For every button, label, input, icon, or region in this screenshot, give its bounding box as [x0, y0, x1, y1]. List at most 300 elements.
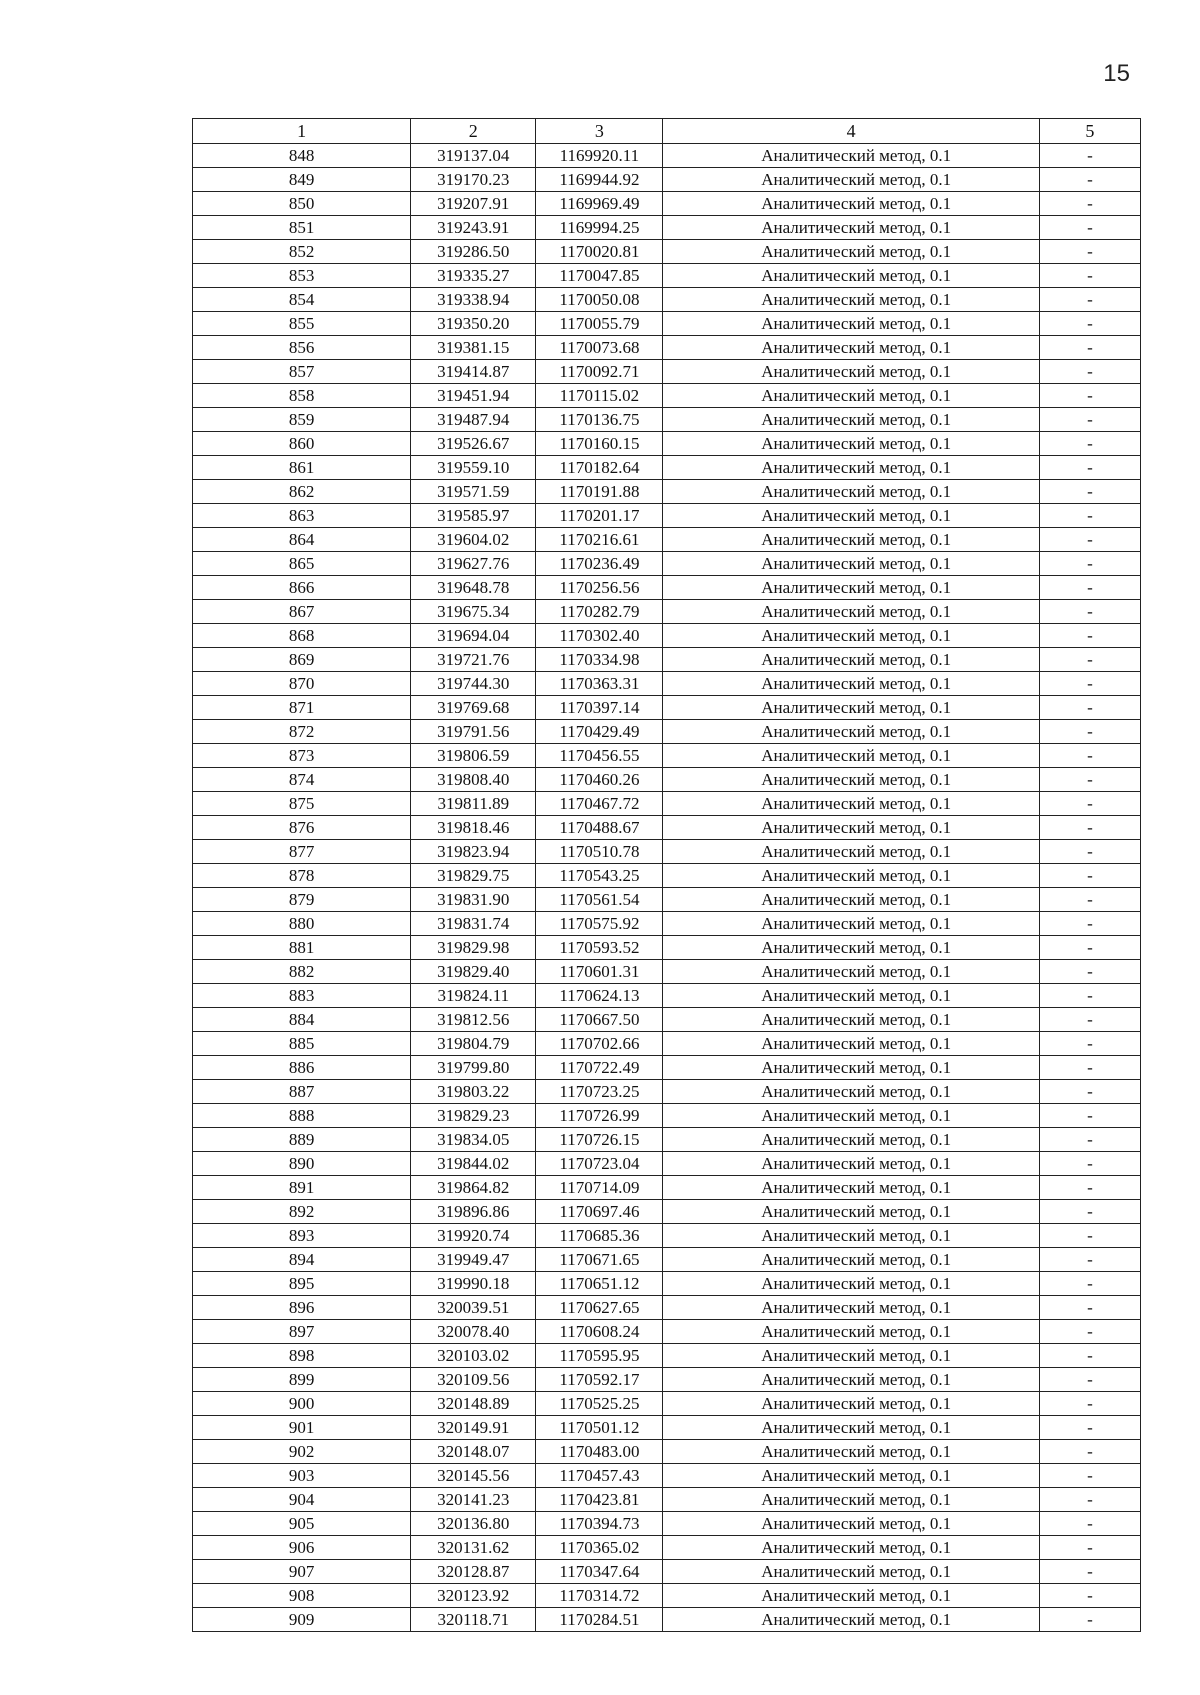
y-coordinate-cell: 1170282.79 [536, 600, 663, 624]
note-cell: - [1039, 1584, 1140, 1608]
header-row [193, 119, 1141, 144]
x-coordinate-cell: 319799.80 [411, 1056, 536, 1080]
y-coordinate-cell: 1170284.51 [536, 1608, 663, 1632]
method-cell: Аналитический метод, 0.1 [663, 576, 1039, 600]
note-cell: - [1039, 1032, 1140, 1056]
table-row [193, 1320, 1141, 1344]
point-number-cell: 879 [193, 888, 411, 912]
y-coordinate-cell: 1169920.11 [536, 144, 663, 168]
y-coordinate-cell: 1170216.61 [536, 528, 663, 552]
y-coordinate-cell: 1170115.02 [536, 384, 663, 408]
table-row [193, 192, 1141, 216]
x-coordinate-cell: 319803.22 [411, 1080, 536, 1104]
x-coordinate-cell: 319451.94 [411, 384, 536, 408]
point-number-cell: 857 [193, 360, 411, 384]
y-coordinate-cell: 1170723.04 [536, 1152, 663, 1176]
table-row [193, 960, 1141, 984]
point-number-cell: 883 [193, 984, 411, 1008]
y-coordinate-cell: 1170561.54 [536, 888, 663, 912]
y-coordinate-cell: 1169969.49 [536, 192, 663, 216]
x-coordinate-cell: 320123.92 [411, 1584, 536, 1608]
table-row [193, 1392, 1141, 1416]
y-coordinate-cell: 1170723.25 [536, 1080, 663, 1104]
method-cell: Аналитический метод, 0.1 [663, 144, 1039, 168]
note-cell: - [1039, 168, 1140, 192]
table-row [193, 840, 1141, 864]
point-number-cell: 874 [193, 768, 411, 792]
note-cell: - [1039, 1488, 1140, 1512]
y-coordinate-cell: 1170667.50 [536, 1008, 663, 1032]
y-coordinate-cell: 1170073.68 [536, 336, 663, 360]
method-cell: Аналитический метод, 0.1 [663, 1464, 1039, 1488]
point-number-cell: 882 [193, 960, 411, 984]
method-cell: Аналитический метод, 0.1 [663, 528, 1039, 552]
point-number-cell: 851 [193, 216, 411, 240]
x-coordinate-cell: 319744.30 [411, 672, 536, 696]
note-cell: - [1039, 1080, 1140, 1104]
note-cell: - [1039, 1344, 1140, 1368]
point-number-cell: 891 [193, 1176, 411, 1200]
note-cell: - [1039, 1176, 1140, 1200]
x-coordinate-cell: 320131.62 [411, 1536, 536, 1560]
x-coordinate-cell: 319829.23 [411, 1104, 536, 1128]
table-row [193, 312, 1141, 336]
y-coordinate-cell: 1170191.88 [536, 480, 663, 504]
x-coordinate-cell: 319694.04 [411, 624, 536, 648]
table-row [193, 792, 1141, 816]
point-number-cell: 896 [193, 1296, 411, 1320]
x-coordinate-cell: 319559.10 [411, 456, 536, 480]
method-cell: Аналитический метод, 0.1 [663, 720, 1039, 744]
y-coordinate-cell: 1170314.72 [536, 1584, 663, 1608]
table-row [193, 1464, 1141, 1488]
point-number-cell: 861 [193, 456, 411, 480]
x-coordinate-cell: 320141.23 [411, 1488, 536, 1512]
method-cell: Аналитический метод, 0.1 [663, 360, 1039, 384]
y-coordinate-cell: 1170726.15 [536, 1128, 663, 1152]
table-row [193, 288, 1141, 312]
table-body [193, 144, 1141, 1632]
x-coordinate-cell: 319207.91 [411, 192, 536, 216]
method-cell: Аналитический метод, 0.1 [663, 312, 1039, 336]
x-coordinate-cell: 319806.59 [411, 744, 536, 768]
x-coordinate-cell: 319487.94 [411, 408, 536, 432]
note-cell: - [1039, 1152, 1140, 1176]
y-coordinate-cell: 1170601.31 [536, 960, 663, 984]
table-row [193, 768, 1141, 792]
point-number-cell: 873 [193, 744, 411, 768]
x-coordinate-cell: 319824.11 [411, 984, 536, 1008]
method-cell: Аналитический метод, 0.1 [663, 504, 1039, 528]
note-cell: - [1039, 432, 1140, 456]
method-cell: Аналитический метод, 0.1 [663, 840, 1039, 864]
x-coordinate-cell: 319831.74 [411, 912, 536, 936]
point-number-cell: 888 [193, 1104, 411, 1128]
x-coordinate-cell: 319286.50 [411, 240, 536, 264]
note-cell: - [1039, 1320, 1140, 1344]
y-coordinate-cell: 1170467.72 [536, 792, 663, 816]
x-coordinate-cell: 319648.78 [411, 576, 536, 600]
point-number-cell: 900 [193, 1392, 411, 1416]
y-coordinate-cell: 1170050.08 [536, 288, 663, 312]
point-number-cell: 878 [193, 864, 411, 888]
point-number-cell: 904 [193, 1488, 411, 1512]
note-cell: - [1039, 312, 1140, 336]
x-coordinate-cell: 319818.46 [411, 816, 536, 840]
method-cell: Аналитический метод, 0.1 [663, 192, 1039, 216]
point-number-cell: 863 [193, 504, 411, 528]
x-coordinate-cell: 319949.47 [411, 1248, 536, 1272]
point-number-cell: 869 [193, 648, 411, 672]
y-coordinate-cell: 1170685.36 [536, 1224, 663, 1248]
table-row [193, 528, 1141, 552]
table-row [193, 888, 1141, 912]
x-coordinate-cell: 320145.56 [411, 1464, 536, 1488]
point-number-cell: 877 [193, 840, 411, 864]
method-cell: Аналитический метод, 0.1 [663, 1080, 1039, 1104]
y-coordinate-cell: 1170510.78 [536, 840, 663, 864]
y-coordinate-cell: 1170726.99 [536, 1104, 663, 1128]
method-cell: Аналитический метод, 0.1 [663, 768, 1039, 792]
column-header-4: 4 [663, 119, 1039, 144]
point-number-cell: 886 [193, 1056, 411, 1080]
x-coordinate-cell: 319896.86 [411, 1200, 536, 1224]
table-row [193, 1344, 1141, 1368]
table-row [193, 384, 1141, 408]
x-coordinate-cell: 319338.94 [411, 288, 536, 312]
table-row [193, 1152, 1141, 1176]
x-coordinate-cell: 319811.89 [411, 792, 536, 816]
method-cell: Аналитический метод, 0.1 [663, 1056, 1039, 1080]
table-row [193, 696, 1141, 720]
x-coordinate-cell: 319864.82 [411, 1176, 536, 1200]
method-cell: Аналитический метод, 0.1 [663, 1224, 1039, 1248]
method-cell: Аналитический метод, 0.1 [663, 1200, 1039, 1224]
point-number-cell: 854 [193, 288, 411, 312]
note-cell: - [1039, 216, 1140, 240]
table-row [193, 240, 1141, 264]
y-coordinate-cell: 1170397.14 [536, 696, 663, 720]
note-cell: - [1039, 720, 1140, 744]
note-cell: - [1039, 1104, 1140, 1128]
point-number-cell: 875 [193, 792, 411, 816]
method-cell: Аналитический метод, 0.1 [663, 1152, 1039, 1176]
note-cell: - [1039, 480, 1140, 504]
y-coordinate-cell: 1170429.49 [536, 720, 663, 744]
table-row [193, 1224, 1141, 1248]
method-cell: Аналитический метод, 0.1 [663, 672, 1039, 696]
point-number-cell: 893 [193, 1224, 411, 1248]
y-coordinate-cell: 1170020.81 [536, 240, 663, 264]
point-number-cell: 907 [193, 1560, 411, 1584]
x-coordinate-cell: 319829.75 [411, 864, 536, 888]
table-row [193, 1488, 1141, 1512]
x-coordinate-cell: 319823.94 [411, 840, 536, 864]
method-cell: Аналитический метод, 0.1 [663, 1488, 1039, 1512]
table-row [193, 1104, 1141, 1128]
page-number: 15 [1103, 60, 1130, 87]
note-cell: - [1039, 1440, 1140, 1464]
note-cell: - [1039, 1224, 1140, 1248]
point-number-cell: 902 [193, 1440, 411, 1464]
note-cell: - [1039, 1248, 1140, 1272]
x-coordinate-cell: 319335.27 [411, 264, 536, 288]
table-row [193, 624, 1141, 648]
note-cell: - [1039, 1296, 1140, 1320]
table-row [193, 1608, 1141, 1632]
y-coordinate-cell: 1170460.26 [536, 768, 663, 792]
column-header-1: 1 [193, 119, 411, 144]
method-cell: Аналитический метод, 0.1 [663, 1608, 1039, 1632]
y-coordinate-cell: 1170201.17 [536, 504, 663, 528]
table-row [193, 912, 1141, 936]
table-row [193, 264, 1141, 288]
y-coordinate-cell: 1170236.49 [536, 552, 663, 576]
note-cell: - [1039, 264, 1140, 288]
x-coordinate-cell: 319831.90 [411, 888, 536, 912]
method-cell: Аналитический метод, 0.1 [663, 1368, 1039, 1392]
method-cell: Аналитический метод, 0.1 [663, 936, 1039, 960]
y-coordinate-cell: 1170092.71 [536, 360, 663, 384]
y-coordinate-cell: 1170055.79 [536, 312, 663, 336]
point-number-cell: 881 [193, 936, 411, 960]
method-cell: Аналитический метод, 0.1 [663, 408, 1039, 432]
table-row [193, 1416, 1141, 1440]
point-number-cell: 865 [193, 552, 411, 576]
x-coordinate-cell: 319604.02 [411, 528, 536, 552]
point-number-cell: 899 [193, 1368, 411, 1392]
point-number-cell: 887 [193, 1080, 411, 1104]
y-coordinate-cell: 1170624.13 [536, 984, 663, 1008]
method-cell: Аналитический метод, 0.1 [663, 336, 1039, 360]
x-coordinate-cell: 320128.87 [411, 1560, 536, 1584]
method-cell: Аналитический метод, 0.1 [663, 1512, 1039, 1536]
y-coordinate-cell: 1170501.12 [536, 1416, 663, 1440]
note-cell: - [1039, 1056, 1140, 1080]
point-number-cell: 871 [193, 696, 411, 720]
y-coordinate-cell: 1170182.64 [536, 456, 663, 480]
x-coordinate-cell: 319791.56 [411, 720, 536, 744]
note-cell: - [1039, 768, 1140, 792]
column-header-3: 3 [536, 119, 663, 144]
x-coordinate-cell: 319350.20 [411, 312, 536, 336]
y-coordinate-cell: 1170627.65 [536, 1296, 663, 1320]
table-row [193, 576, 1141, 600]
method-cell: Аналитический метод, 0.1 [663, 1320, 1039, 1344]
x-coordinate-cell: 319834.05 [411, 1128, 536, 1152]
note-cell: - [1039, 240, 1140, 264]
x-coordinate-cell: 319526.67 [411, 432, 536, 456]
y-coordinate-cell: 1170423.81 [536, 1488, 663, 1512]
table-row [193, 360, 1141, 384]
table-row [193, 1080, 1141, 1104]
method-cell: Аналитический метод, 0.1 [663, 1536, 1039, 1560]
method-cell: Аналитический метод, 0.1 [663, 432, 1039, 456]
method-cell: Аналитический метод, 0.1 [663, 984, 1039, 1008]
note-cell: - [1039, 408, 1140, 432]
y-coordinate-cell: 1170671.65 [536, 1248, 663, 1272]
y-coordinate-cell: 1170592.17 [536, 1368, 663, 1392]
y-coordinate-cell: 1170160.15 [536, 432, 663, 456]
column-header-5: 5 [1039, 119, 1140, 144]
x-coordinate-cell: 319804.79 [411, 1032, 536, 1056]
x-coordinate-cell: 319829.40 [411, 960, 536, 984]
point-number-cell: 856 [193, 336, 411, 360]
note-cell: - [1039, 792, 1140, 816]
note-cell: - [1039, 288, 1140, 312]
point-number-cell: 864 [193, 528, 411, 552]
method-cell: Аналитический метод, 0.1 [663, 168, 1039, 192]
method-cell: Аналитический метод, 0.1 [663, 240, 1039, 264]
y-coordinate-cell: 1170456.55 [536, 744, 663, 768]
x-coordinate-cell: 319990.18 [411, 1272, 536, 1296]
table-row [193, 1008, 1141, 1032]
point-number-cell: 848 [193, 144, 411, 168]
point-number-cell: 853 [193, 264, 411, 288]
table-row [193, 1272, 1141, 1296]
point-number-cell: 862 [193, 480, 411, 504]
method-cell: Аналитический метод, 0.1 [663, 792, 1039, 816]
y-coordinate-cell: 1170256.56 [536, 576, 663, 600]
y-coordinate-cell: 1170651.12 [536, 1272, 663, 1296]
note-cell: - [1039, 648, 1140, 672]
y-coordinate-cell: 1170334.98 [536, 648, 663, 672]
method-cell: Аналитический метод, 0.1 [663, 1272, 1039, 1296]
note-cell: - [1039, 192, 1140, 216]
table-row [193, 216, 1141, 240]
point-number-cell: 889 [193, 1128, 411, 1152]
table-row [193, 1248, 1141, 1272]
y-coordinate-cell: 1170593.52 [536, 936, 663, 960]
point-number-cell: 885 [193, 1032, 411, 1056]
x-coordinate-cell: 320118.71 [411, 1608, 536, 1632]
y-coordinate-cell: 1170347.64 [536, 1560, 663, 1584]
note-cell: - [1039, 600, 1140, 624]
x-coordinate-cell: 319844.02 [411, 1152, 536, 1176]
coordinates-table [192, 118, 1141, 1632]
method-cell: Аналитический метод, 0.1 [663, 864, 1039, 888]
note-cell: - [1039, 504, 1140, 528]
table-row [193, 144, 1141, 168]
point-number-cell: 872 [193, 720, 411, 744]
note-cell: - [1039, 1416, 1140, 1440]
table-row [193, 936, 1141, 960]
method-cell: Аналитический метод, 0.1 [663, 264, 1039, 288]
table-row [193, 1200, 1141, 1224]
point-number-cell: 895 [193, 1272, 411, 1296]
table-row [193, 744, 1141, 768]
method-cell: Аналитический метод, 0.1 [663, 624, 1039, 648]
point-number-cell: 903 [193, 1464, 411, 1488]
method-cell: Аналитический метод, 0.1 [663, 1416, 1039, 1440]
y-coordinate-cell: 1170394.73 [536, 1512, 663, 1536]
table-row [193, 504, 1141, 528]
note-cell: - [1039, 360, 1140, 384]
method-cell: Аналитический метод, 0.1 [663, 888, 1039, 912]
method-cell: Аналитический метод, 0.1 [663, 960, 1039, 984]
table-row [193, 432, 1141, 456]
x-coordinate-cell: 319721.76 [411, 648, 536, 672]
table-row [193, 1128, 1141, 1152]
y-coordinate-cell: 1170714.09 [536, 1176, 663, 1200]
table-row [193, 984, 1141, 1008]
point-number-cell: 901 [193, 1416, 411, 1440]
table-row [193, 600, 1141, 624]
method-cell: Аналитический метод, 0.1 [663, 912, 1039, 936]
note-cell: - [1039, 576, 1140, 600]
table-row [193, 336, 1141, 360]
x-coordinate-cell: 319170.23 [411, 168, 536, 192]
method-cell: Аналитический метод, 0.1 [663, 1032, 1039, 1056]
note-cell: - [1039, 840, 1140, 864]
table-row [193, 1584, 1141, 1608]
point-number-cell: 858 [193, 384, 411, 408]
table-row [193, 816, 1141, 840]
y-coordinate-cell: 1170595.95 [536, 1344, 663, 1368]
note-cell: - [1039, 696, 1140, 720]
note-cell: - [1039, 936, 1140, 960]
method-cell: Аналитический метод, 0.1 [663, 1104, 1039, 1128]
point-number-cell: 894 [193, 1248, 411, 1272]
point-number-cell: 852 [193, 240, 411, 264]
note-cell: - [1039, 864, 1140, 888]
table-row [193, 1032, 1141, 1056]
note-cell: - [1039, 984, 1140, 1008]
table-row [193, 1560, 1141, 1584]
table-row [193, 480, 1141, 504]
method-cell: Аналитический метод, 0.1 [663, 480, 1039, 504]
table-row [193, 408, 1141, 432]
note-cell: - [1039, 1368, 1140, 1392]
method-cell: Аналитический метод, 0.1 [663, 552, 1039, 576]
method-cell: Аналитический метод, 0.1 [663, 816, 1039, 840]
y-coordinate-cell: 1170697.46 [536, 1200, 663, 1224]
note-cell: - [1039, 1128, 1140, 1152]
note-cell: - [1039, 1512, 1140, 1536]
note-cell: - [1039, 1464, 1140, 1488]
y-coordinate-cell: 1170488.67 [536, 816, 663, 840]
y-coordinate-cell: 1170457.43 [536, 1464, 663, 1488]
point-number-cell: 908 [193, 1584, 411, 1608]
x-coordinate-cell: 319414.87 [411, 360, 536, 384]
x-coordinate-cell: 319812.56 [411, 1008, 536, 1032]
y-coordinate-cell: 1170302.40 [536, 624, 663, 648]
method-cell: Аналитический метод, 0.1 [663, 1128, 1039, 1152]
point-number-cell: 890 [193, 1152, 411, 1176]
point-number-cell: 866 [193, 576, 411, 600]
x-coordinate-cell: 319920.74 [411, 1224, 536, 1248]
y-coordinate-cell: 1170525.25 [536, 1392, 663, 1416]
method-cell: Аналитический метод, 0.1 [663, 216, 1039, 240]
x-coordinate-cell: 320136.80 [411, 1512, 536, 1536]
table-row [193, 648, 1141, 672]
method-cell: Аналитический метод, 0.1 [663, 696, 1039, 720]
point-number-cell: 860 [193, 432, 411, 456]
note-cell: - [1039, 816, 1140, 840]
x-coordinate-cell: 320149.91 [411, 1416, 536, 1440]
table-row [193, 1440, 1141, 1464]
method-cell: Аналитический метод, 0.1 [663, 384, 1039, 408]
point-number-cell: 868 [193, 624, 411, 648]
note-cell: - [1039, 744, 1140, 768]
table-row [193, 1368, 1141, 1392]
point-number-cell: 850 [193, 192, 411, 216]
note-cell: - [1039, 144, 1140, 168]
x-coordinate-cell: 320039.51 [411, 1296, 536, 1320]
x-coordinate-cell: 320148.89 [411, 1392, 536, 1416]
y-coordinate-cell: 1169994.25 [536, 216, 663, 240]
method-cell: Аналитический метод, 0.1 [663, 288, 1039, 312]
